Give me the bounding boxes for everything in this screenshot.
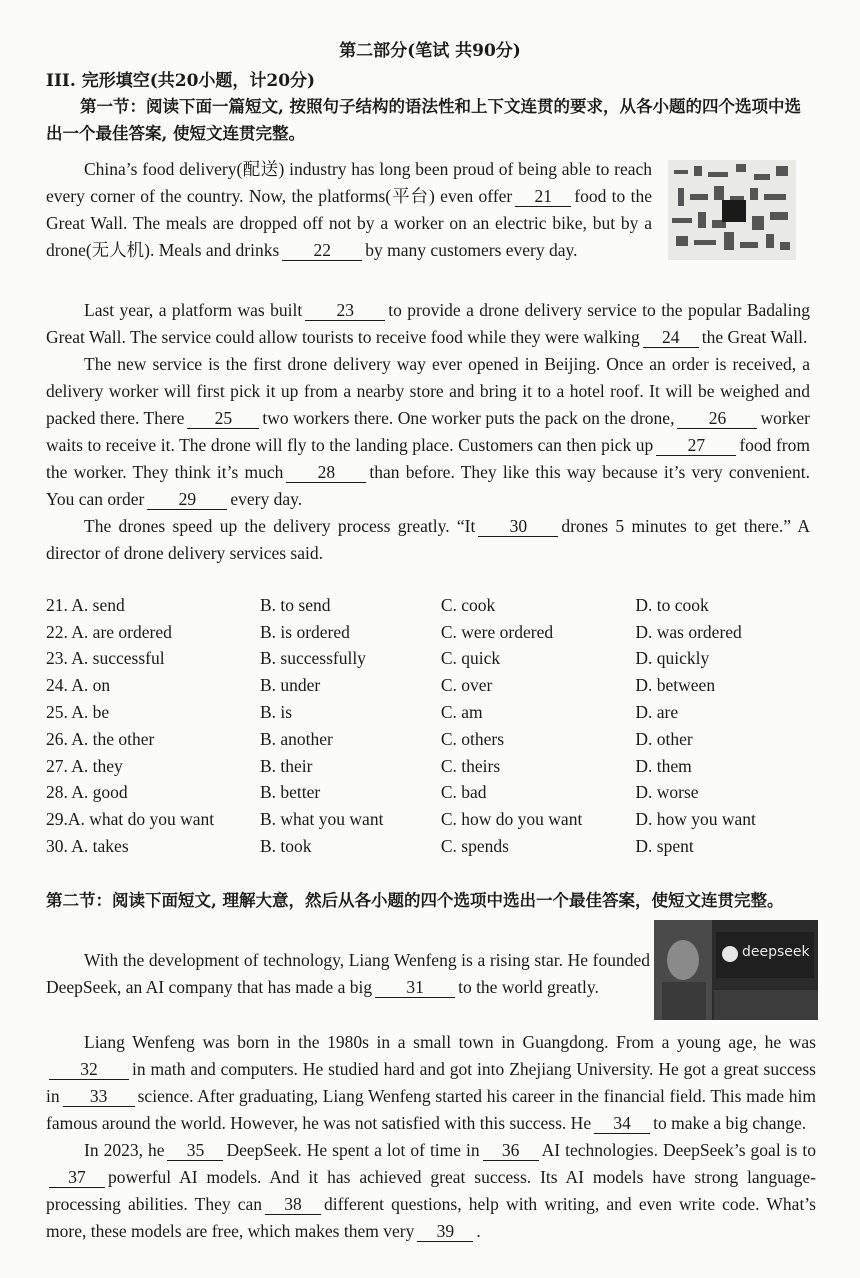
blank-29[interactable]: 29 [147, 489, 227, 510]
blank-23[interactable]: 23 [305, 300, 385, 321]
option-row [46, 699, 826, 726]
options-grid [46, 592, 826, 860]
option-choice[interactable]: C. cook [440, 594, 496, 615]
option-row [46, 646, 826, 673]
option-choice[interactable]: B. to send [259, 594, 331, 615]
qr-like-picture-icon [668, 160, 796, 260]
option-choice[interactable]: D. them [635, 755, 692, 776]
blank-31[interactable]: 31 [375, 977, 455, 998]
blank-33[interactable]: 33 [63, 1086, 135, 1107]
option-row [46, 619, 826, 646]
option-choice[interactable]: B. took [259, 836, 312, 857]
blank-25[interactable]: 25 [187, 408, 259, 429]
option-choice[interactable]: B. is ordered [259, 621, 350, 642]
option-choice[interactable]: D. worse [635, 782, 699, 803]
option-choice[interactable]: D. between [635, 675, 716, 696]
option-row [46, 592, 826, 619]
blank-38[interactable]: 38 [265, 1194, 321, 1215]
option-choice[interactable]: B. another [259, 728, 333, 749]
passage2-body [46, 1029, 816, 1245]
option-choice[interactable]: D. was ordered [635, 621, 742, 642]
option-choice[interactable]: C. theirs [440, 755, 501, 776]
passage1-paragraph-1: China’s food delivery(配送) industry has long been proud of being able to reach every corner of the country. Now, the platforms(平台) even offer 21 food to the Great Wall. The meals are dropped off not by a worker on an electric bike, but by a drone(无人机). Meals and drinks 22 by many customers every day. [46, 159, 652, 260]
passage1-paragraph-4: The drones speed up the delivery process greatly. “It 30 drones 5 minutes to get there.” A director of drone delivery services said. [46, 516, 810, 563]
blank-36[interactable]: 36 [483, 1140, 539, 1161]
option-choice[interactable]: 30. A. takes [46, 836, 129, 857]
blank-21[interactable]: 21 [515, 186, 571, 207]
section1-instruction: 第一节：阅读下面一篇短文, 按照句子结构的语法性和上下文连贯的要求，从各小题的四个选项中选出一个最佳答案, 使短文连贯完整。 [46, 97, 801, 143]
option-choice[interactable]: D. how you want [635, 809, 756, 830]
option-choice[interactable]: D. other [635, 728, 693, 749]
option-choice[interactable]: B. their [259, 755, 313, 776]
option-row [46, 833, 826, 860]
passage1-paragraph-2: Last year, a platform was built 23 to provide a drone delivery service to the popular Badaling Great Wall. The service could allow tourists to receive food while they were walking 24 the Great Wall. [46, 300, 810, 347]
option-row [46, 726, 826, 753]
option-choice[interactable]: 23. A. successful [46, 648, 165, 669]
section2-instruction: 第二节：阅读下面短文, 理解大意，然后从各小题的四个选项中选出一个最佳答案，使短文连贯完整。 [46, 891, 784, 910]
passage2-paragraph-2: Liang Wenfeng was born in the 1980s in a small town in Guangdong. From a young age, he was32 in math and computers. He studied hard and got into Zhejiang University. He got a great success in 33 science. After graduating, Liang Wenfeng started his career in the financial field. This made him famous around the world. However, he was not satisfied with this success. He 34 to make a big change. [46, 1032, 816, 1133]
blank-26[interactable]: 26 [677, 408, 757, 429]
deepseek-logo-photo-icon [654, 920, 818, 1020]
option-choice[interactable]: C. were ordered [440, 621, 554, 642]
passage1-paragraph-3: The new service is the first drone delivery way ever opened in Beijing. Once an order is received, a delivery worker will first pick it up from a nearby store and bring it to a hotel roof. It will be weighed and packed there. There 25 two workers there. One worker puts the pack on the drone, 26 worker waits to receive it. The drone will fly to the landing place. Customers can then pick up 27 food from the worker. They think it’s much 28 than before. They like this way because it’s very convenient. You can order 29 every day. [46, 354, 811, 509]
option-choice[interactable]: C. bad [440, 782, 487, 803]
passage2-paragraph-3: In 2023, he 35 DeepSeek. He spent a lot of time in 36 AI technologies. DeepSeek’s goal is to37 powerful AI models. And it has achieved great success. Its AI models have strong language-processing abilities. They can 38 different questions, help with writing, and even write code. What’s more, these models are free, which makes them very 39 . [46, 1140, 816, 1241]
option-choice[interactable]: C. others [440, 728, 505, 749]
option-row [46, 780, 826, 807]
option-choice[interactable]: 27. A. they [46, 755, 123, 776]
blank-32[interactable]: 32 [49, 1059, 129, 1080]
option-choice[interactable]: 25. A. be [46, 702, 110, 723]
option-row [46, 672, 826, 699]
option-choice[interactable]: C. am [440, 702, 483, 723]
option-choice[interactable]: B. better [259, 782, 321, 803]
blank-22[interactable]: 22 [282, 240, 362, 261]
option-choice[interactable]: B. is [259, 702, 293, 723]
option-choice[interactable]: C. how do you want [440, 809, 583, 830]
blank-30[interactable]: 30 [478, 516, 558, 537]
option-choice[interactable]: B. under [259, 675, 321, 696]
option-choice[interactable]: B. what you want [259, 809, 384, 830]
deepseek-logo-text: deepseek [742, 944, 810, 960]
option-choice[interactable]: D. are [635, 702, 679, 723]
option-row [46, 753, 826, 780]
option-choice[interactable]: B. successfully [259, 648, 366, 669]
option-choice[interactable]: 21. A. send [46, 594, 125, 615]
option-choice[interactable]: D. quickly [635, 648, 710, 669]
blank-39[interactable]: 39 [417, 1221, 473, 1242]
option-choice[interactable]: 22. A. are ordered [46, 621, 172, 642]
option-choice[interactable]: 29.A. what do you want [46, 809, 215, 830]
passage1-body [46, 297, 810, 567]
blank-24[interactable]: 24 [643, 327, 699, 348]
option-choice[interactable]: D. spent [635, 836, 694, 857]
part-title: 第二部分(笔试 共90分) [339, 41, 521, 61]
blank-28[interactable]: 28 [286, 462, 366, 483]
blank-34[interactable]: 34 [594, 1113, 650, 1134]
option-row [46, 806, 826, 833]
passage2-paragraph-1: With the development of technology, Liang Wenfeng is a rising star. He founded DeepSeek, an AI company that has made a big 31 to the world greatly. [46, 950, 650, 997]
blank-35[interactable]: 35 [167, 1140, 223, 1161]
option-choice[interactable]: D. to cook [635, 594, 709, 615]
section-heading: III. 完形填空(共20小题，计20分) [46, 71, 316, 91]
option-choice[interactable]: 26. A. the other [46, 728, 155, 749]
blank-27[interactable]: 27 [656, 435, 736, 456]
option-choice[interactable]: C. over [440, 675, 493, 696]
option-choice[interactable]: C. quick [440, 648, 501, 669]
option-choice[interactable]: C. spends [440, 836, 509, 857]
option-choice[interactable]: 28. A. good [46, 782, 128, 803]
blank-37[interactable]: 37 [49, 1167, 105, 1188]
option-choice[interactable]: 24. A. on [46, 675, 111, 696]
